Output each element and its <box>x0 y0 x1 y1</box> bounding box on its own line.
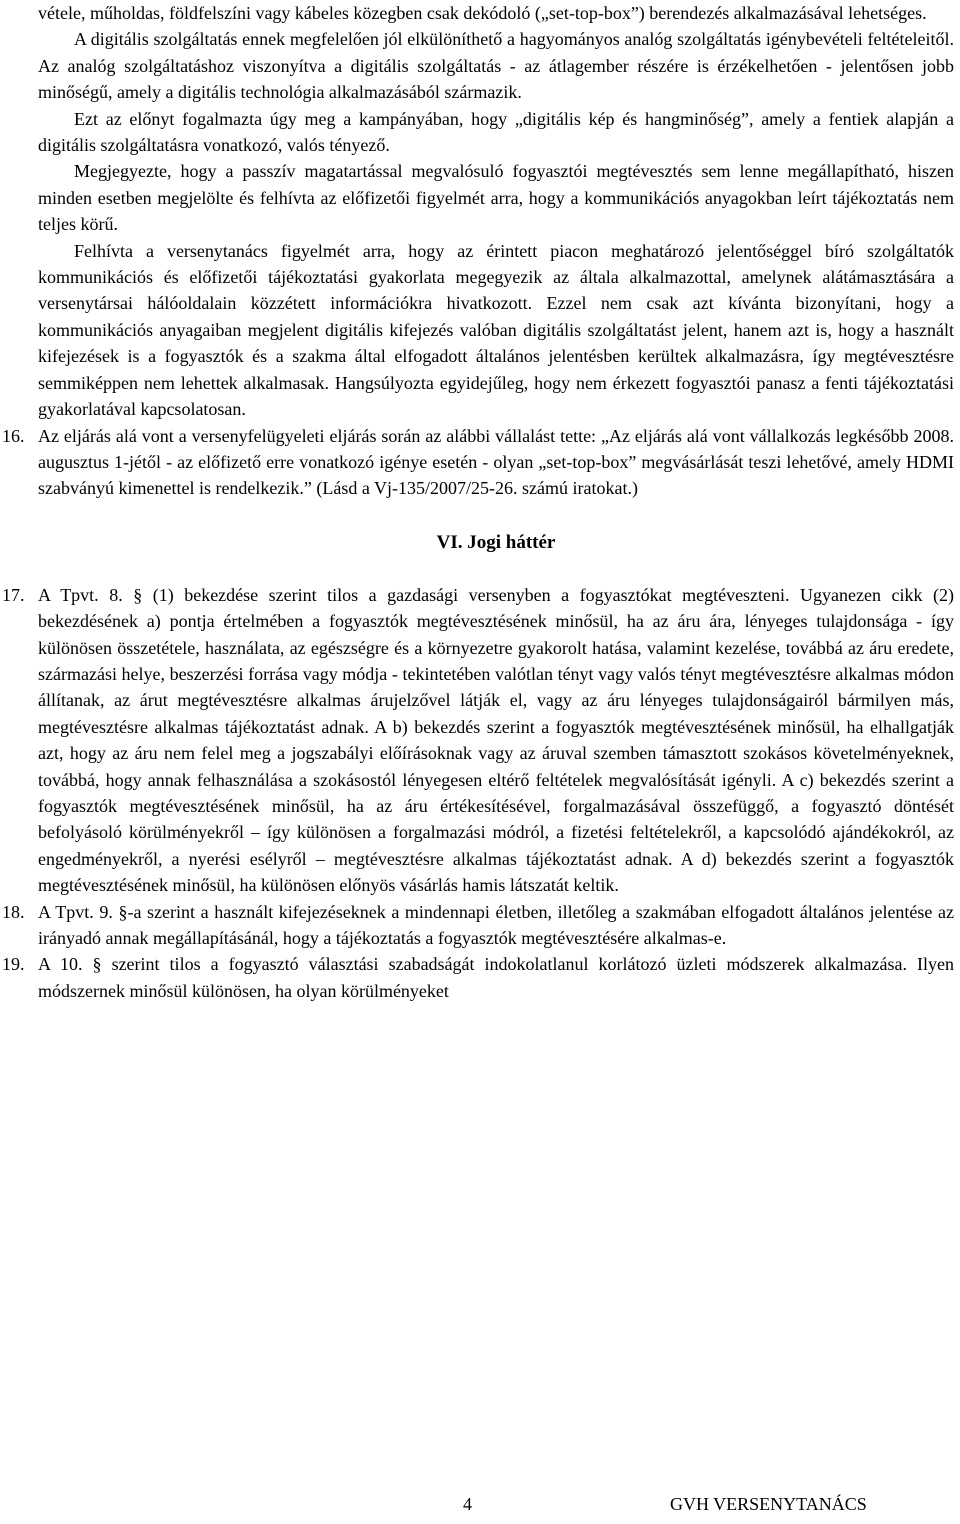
numbered-item-16 <box>2 423 954 502</box>
footer-organization: GVH VERSENYTANÁCS <box>670 1494 867 1514</box>
paragraph-digital-service: A digitális szolgáltatás ennek megfelelően jól elkülöníthető a hagyományos analóg szolgáltatás igénybevételi feltételeitől. Az analóg szolgáltatáshoz viszonyítva a digitális szolgáltatás - az átlagember részére is érzékelhetően - jelentősen jobb minőségű, amely a digitális technológia alkalmazásából származik. <box>38 29 954 103</box>
paragraph-market-practice: Felhívta a versenytanács figyelmét arra, hogy az érintett piacon meghatározó jelentőséggel bíró szolgáltatók kommunikációs és előfizetői tájékoztatási gyakorlata megegyezik az általa alkalmazottal, amelynek alátámasztására a versenytársai hálóoldalain közzétett információkra hivatkozott. Ezzel nem csak azt kívánta bizonyítani, hogy a kommunikációs anyagaiban megjelent digitális kifejezés valóban digitális szolgáltatást jelent, hanem azt is, hogy a használt kifejezések is a fogyasztók és a szakma által elfogadott általános jelentésben kerültek alkalmazásra, így megtévesztésre semmiképpen nem lehettek alkalmasak. Hangsúlyozta egyidejűleg, hogy nem érkezett fogyasztói panasz a fenti tájékoztatási gyakorlatával kapcsolatosan. <box>38 240 954 420</box>
item-number: 19. <box>2 954 25 975</box>
numbered-item-19 <box>2 951 954 1004</box>
paragraph-continuation: vétele, műholdas, földfelszíni vagy kábeles közegben csak dekódoló („set-top-box”) berendezés alkalmazásával lehetséges. <box>38 3 927 23</box>
section-heading: VI. Jogi háttér <box>436 531 556 553</box>
page-footer <box>0 1494 960 1520</box>
item-text: A Tpvt. 9. §-a szerint a használt kifejezéseknek a mindennapi életben, illetőleg a szakmában elfogadott általános jelentése az irányadó annak megállapításánál, hogy a tájékoztatás a fogyasztók megtévesztésére alkalmas-e. <box>38 901 954 948</box>
paragraph-passive-conduct: Megjegyezte, hogy a passzív magatartással megvalósuló fogyasztói megtévesztés sem lenne megállapítható, hiszen minden esetben megjelölte és felhívta az előfizetői figyelmét arra, hogy a kommunikációs anyagokban leírt tájékoztatás nem teljes körű. <box>38 161 954 235</box>
item-number: 17. <box>2 584 25 605</box>
page-number: 4 <box>463 1494 472 1514</box>
item-number: 16. <box>2 425 25 446</box>
paragraph-advantage: Ezt az előnyt fogalmazta úgy meg a kampányában, hogy „digitális kép és hangminőség”, amely a fentiek alapján a digitális szolgáltatásra vonatkozó, valós tényező. <box>38 108 954 156</box>
item-text: A 10. § szerint tilos a fogyasztó választási szabadságát indokolatlanul korlátozó üzleti módszerek alkalmazása. Ilyen módszernek minősül különösen, ha olyan körülményeket <box>38 954 954 1001</box>
item-text: Az eljárás alá vont a versenyfelügyeleti eljárás során az alábbi vállalást tette: „Az eljárás alá vont vállalkozás legkésőbb 2008. augusztus 1-jétől - az előfizető erre vonatkozó igénye esetén - olyan „set-top-box” megvásárlását teszi lehetővé, amely HDMI szabványú kimenettel is rendelkezik.” (Lásd a Vj-135/2007/25-26. számú iratokat.) <box>38 425 954 499</box>
numbered-item-18 <box>2 899 954 952</box>
document-body <box>2 0 954 1004</box>
item-number: 18. <box>2 901 25 922</box>
item-text: A Tpvt. 8. § (1) bekezdése szerint tilos a gazdasági versenyben a fogyasztókat megtéveszteni. Ugyanezen cikk (2) bekezdésének a) pontja értelmében a fogyasztók megtévesztésének minősül, ha az áru ára, lényeges tulajdonsága - így különösen összetétele, használata, az egészségre és a környezetre gyakorolt hatása, valamint kezelése, továbbá az áru eredete, származási helye, beszerzési forrása vagy módja - tekintetében valótlan tényt vagy valós tényt megtévesztésre alkalmas módon állítanak, az árut megtévesztésre alkalmas árujelzővel látják el, vagy az áru lényeges tulajdonságairól bármilyen más, megtévesztésre alkalmas tájékoztatást adnak. A b) bekezdés szerint a fogyasztók megtévesztésének minősül, ha elhallgatják azt, hogy az áru nem felel meg a jogszabályi előírásoknak vagy az áruval szemben támasztott szokásos követelményeknek, továbbá, hogy annak felhasználása a szokásostól lényegesen eltérő feltételek megvalósítását igényli. A c) bekezdés szerint a fogyasztók megtévesztésének minősül, ha az áru értékesítésével, forgalmazásával összefüggő, a fogyasztó döntését befolyásoló körülményekről – így különösen a forgalmazási módról, a fizetési feltételekről, a kapcsolódó ajándékokról, az engedményekről, a nyerési esélyről – megtévesztésre alkalmas tájékoztatást adnak. A d) bekezdés szerint a fogyasztók megtévesztésének minősül, ha különösen előnyös vásárlás hamis látszatát keltik. <box>38 584 954 896</box>
numbered-item-17 <box>2 582 954 899</box>
